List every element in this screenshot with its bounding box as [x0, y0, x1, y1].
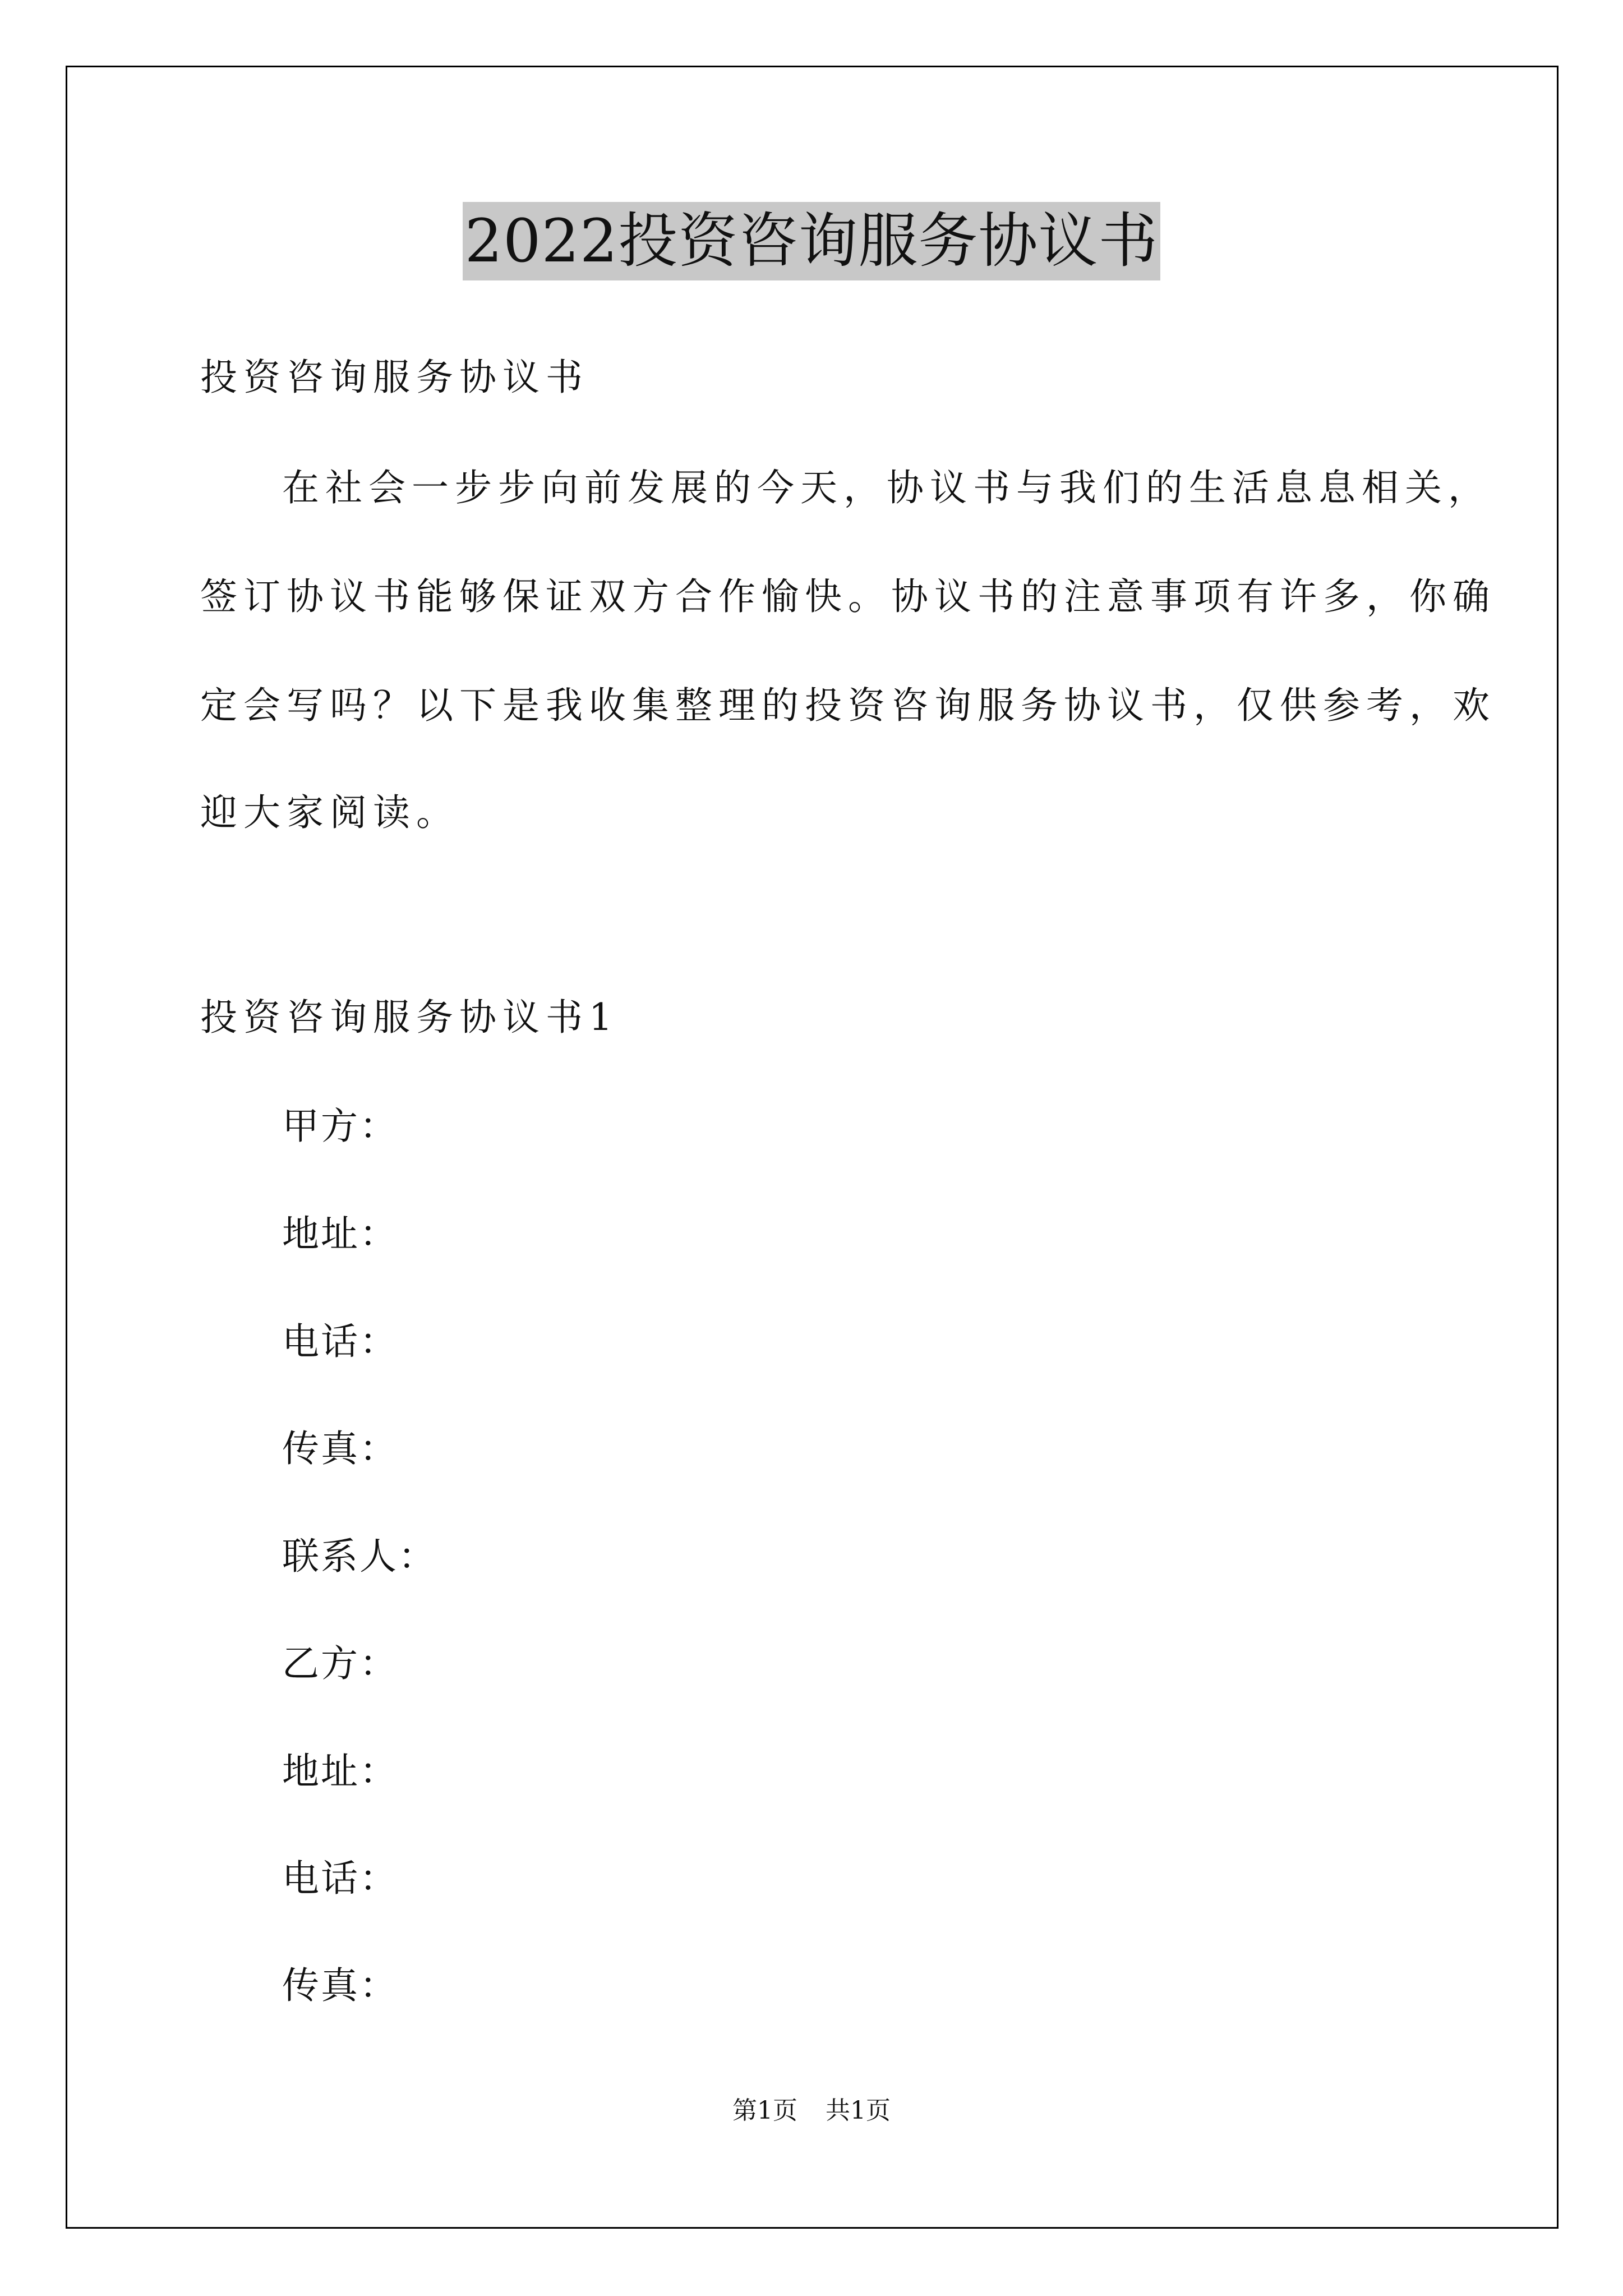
- party-b-phone-label: 电话：: [282, 1857, 398, 1900]
- page-total: 共1页: [826, 2096, 891, 2125]
- party-a-address-label: 地址：: [282, 1212, 398, 1255]
- document-title: 2022投资咨询服务协议书: [463, 202, 1161, 280]
- party-a-label: 甲方：: [282, 1105, 398, 1148]
- page-footer: [0, 2094, 1623, 2128]
- intro-line: 在社会一步步向前发展的今天，协议书与我们的生活息息相关，: [282, 466, 1491, 509]
- party-b-address-label: 地址：: [282, 1750, 398, 1793]
- party-a-phone-label: 电话：: [282, 1320, 398, 1363]
- intro-line: 签订协议书能够保证双方合作愉快。协议书的注意事项有许多，你确: [200, 575, 1496, 618]
- party-b-label: 乙方：: [282, 1642, 398, 1685]
- party-a-contact-label: 联系人：: [282, 1535, 437, 1578]
- party-a-fax-label: 传真：: [282, 1427, 398, 1470]
- page-current: 第1页: [732, 2096, 797, 2125]
- section-heading: 投资咨询服务协议书1: [200, 996, 619, 1039]
- party-b-fax-label: 传真：: [282, 1964, 398, 2007]
- intro-line: 迎大家阅读。: [200, 791, 459, 834]
- title-container: [0, 202, 1623, 280]
- document-subtitle: 投资咨询服务协议书: [200, 356, 589, 399]
- intro-line: 定会写吗？以下是我收集整理的投资咨询服务协议书，仅供参考，欢: [200, 684, 1496, 727]
